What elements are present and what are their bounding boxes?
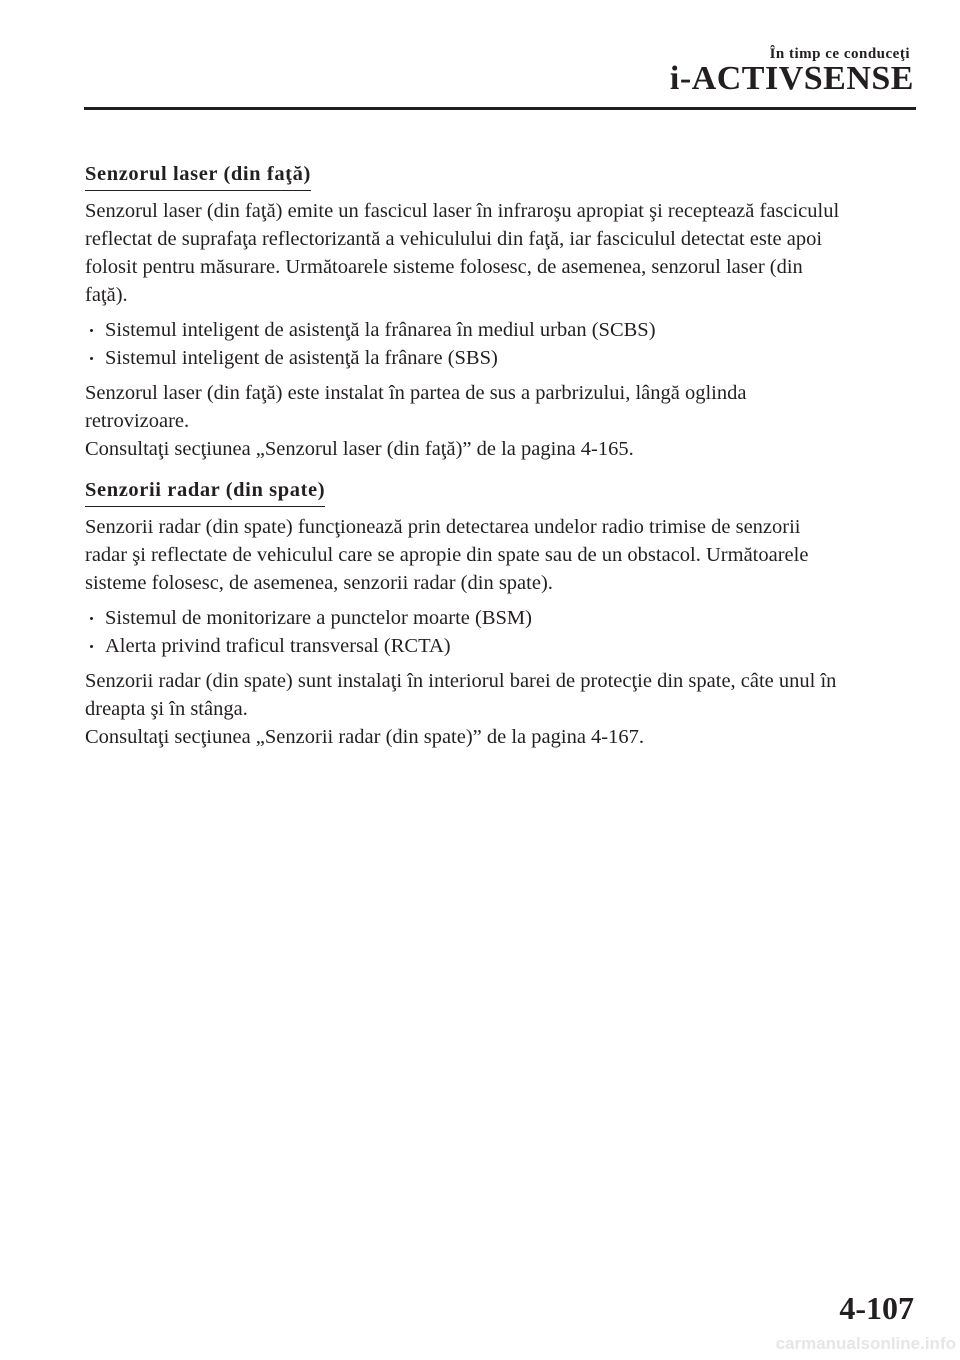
- radar-sensors-system-list: [85, 604, 915, 660]
- text-line: Senzorul laser (din faţă) emite un fascicul laser în infraroşu apropiat şi receptează fasciculul: [85, 200, 840, 222]
- radar-sensors-location-paragraph: [85, 667, 915, 751]
- text-line: sisteme folosesc, de asemenea, senzorii radar (din spate).: [85, 572, 553, 594]
- page-content: [85, 160, 915, 758]
- header-divider: [84, 107, 916, 110]
- list-item: [85, 316, 915, 344]
- page-number: 4-107: [839, 1290, 914, 1326]
- cross-reference-line: Consultaţi secţiunea „Senzorul laser (din faţă)” de la pagina 4-165.: [85, 438, 634, 460]
- text-line: radar şi reflectate de vehiculul care se apropie din spate sau de un obstacol. Următoarele: [85, 544, 809, 566]
- list-item-text: Sistemul inteligent de asistenţă la frânare (SBS): [105, 347, 498, 369]
- watermark: carmanualsonline.info: [775, 1334, 956, 1353]
- list-item: [85, 604, 915, 632]
- section-heading-laser-sensor: Senzorul laser (din faţă): [85, 160, 311, 191]
- section-title: i-ACTIVSENSE: [669, 60, 914, 97]
- list-item-text: Sistemul inteligent de asistenţă la frânarea în mediul urban (SCBS): [105, 319, 656, 341]
- text-line: dreapta şi în stânga.: [85, 698, 248, 720]
- text-line: Senzorii radar (din spate) funcţionează prin detectarea undelor radio trimise de senzorii: [85, 516, 801, 538]
- bullet-icon: [90, 357, 93, 360]
- bullet-icon: [90, 329, 93, 332]
- laser-sensor-location-paragraph: [85, 379, 915, 463]
- text-line: faţă).: [85, 284, 128, 306]
- text-line: folosit pentru măsurare. Următoarele sisteme folosesc, de asemenea, senzorul laser (din: [85, 256, 803, 278]
- section-radar-sensors: [85, 476, 915, 507]
- list-item: [85, 344, 915, 372]
- text-line: reflectat de suprafaţa reflectorizantă a vehiculului din faţă, iar fasciculul detectat este apoi: [85, 228, 823, 250]
- cross-reference-line: Consultaţi secţiunea „Senzorii radar (din spate)” de la pagina 4-167.: [85, 726, 644, 748]
- bullet-icon: [90, 645, 93, 648]
- radar-sensors-intro-paragraph: [85, 513, 915, 597]
- list-item: [85, 632, 915, 660]
- section-laser-sensor: [85, 160, 915, 191]
- text-line: Senzorul laser (din faţă) este instalat în partea de sus a parbrizului, lângă oglinda: [85, 382, 747, 404]
- laser-sensor-system-list: [85, 316, 915, 372]
- chapter-title: În timp ce conduceţi: [769, 46, 910, 62]
- bullet-icon: [90, 617, 93, 620]
- text-line: Senzorii radar (din spate) sunt instalaţi în interiorul barei de protecţie din spate, câte unul în: [85, 670, 837, 692]
- section-heading-radar-sensors: Senzorii radar (din spate): [85, 476, 325, 507]
- list-item-text: Alerta privind traficul transversal (RCTA): [105, 635, 451, 657]
- list-item-text: Sistemul de monitorizare a punctelor moarte (BSM): [105, 607, 532, 629]
- laser-sensor-intro-paragraph: [85, 197, 915, 309]
- text-line: retrovizoare.: [85, 410, 190, 432]
